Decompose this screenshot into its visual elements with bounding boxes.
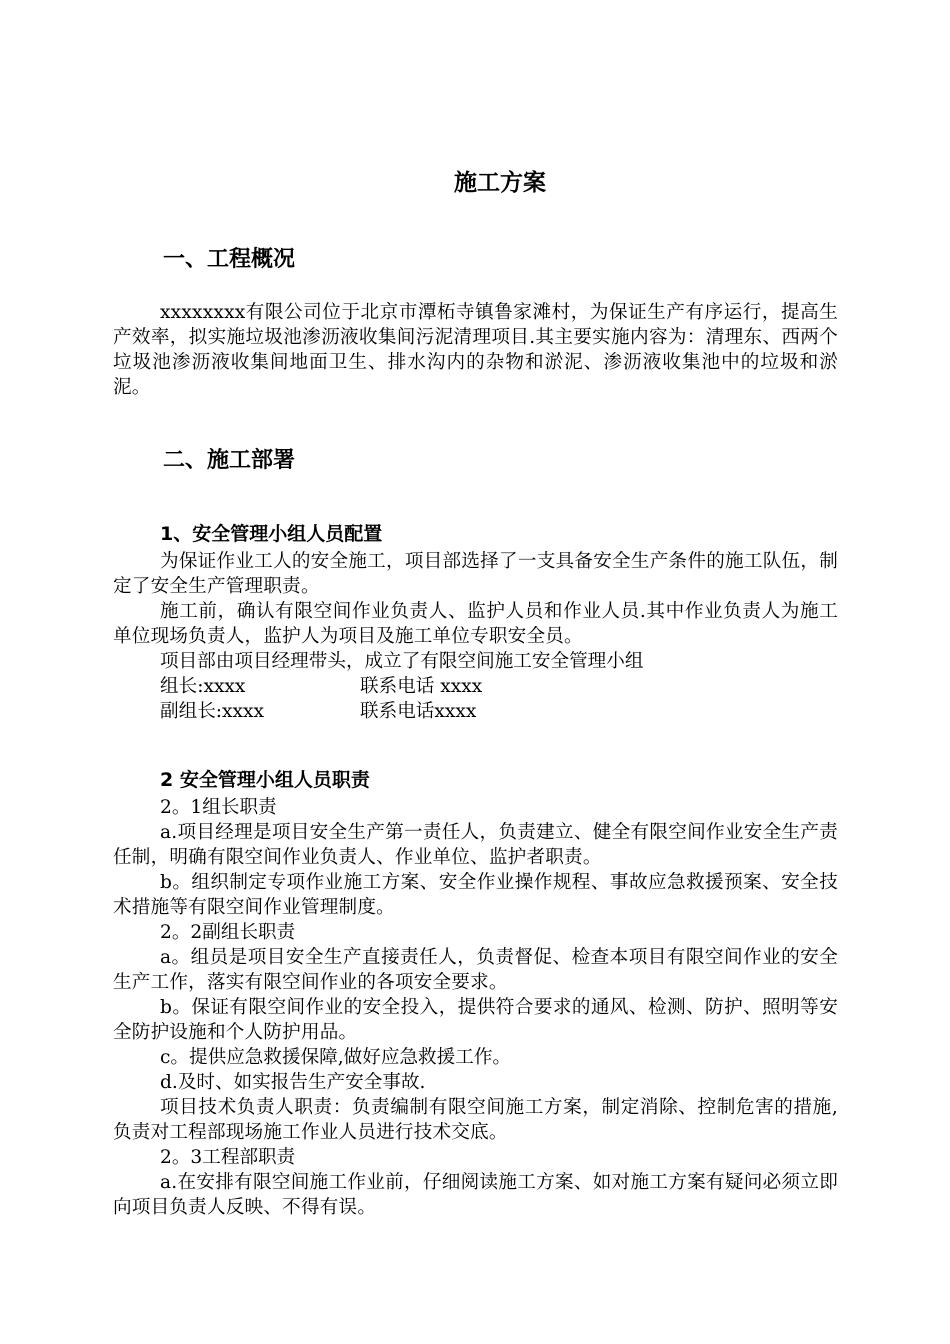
leader-duty-a: a.项目经理是项目安全生产第一责任人，负责建立、健全有限空间作业安全生产责任制，明确有限空间作业负责人、作业单位、监护者职责。	[113, 822, 838, 868]
deputy-phone: 联系电话xxxx	[360, 701, 477, 722]
subsection-heading-duties: 2 安全管理小组人员职责	[160, 769, 370, 791]
subsection-heading-staffing: 1、安全管理小组人员配置	[160, 523, 383, 545]
staffing-paragraph-1: 为保证作业工人的安全施工，项目部选择了一支具备安全生产条件的施工队伍，制定了安全生产管理职责。	[113, 551, 838, 597]
deputy-duty-a: a。组员是项目安全生产直接责任人，负责督促、检查本项目有限空间作业的安全生产工作，落实有限空间作业的各项安全要求。	[113, 947, 838, 993]
deputy-label: 副组长:xxxx	[160, 701, 264, 722]
staffing-paragraph-3: 项目部由项目经理带头，成立了有限空间施工安全管理小组	[160, 651, 644, 672]
deputy-duty-d: d.及时、如实报告生产安全事故.	[160, 1072, 426, 1093]
document-title: 施工方案	[454, 170, 546, 196]
overview-paragraph: xxxxxxxx有限公司位于北京市潭柘寺镇鲁家滩村，为保证生产有序运行，提高生产效率，拟实施垃圾池渗沥液收集间污泥清理项目.其主要实施内容为：清理东、西两个垃圾池渗沥液收集间地面卫生、排水沟内的杂物和淤泥、渗沥液收集池中的垃圾和淤泥。	[113, 302, 838, 398]
tech-lead-duties: 项目技术负责人职责：负责编制有限空间施工方案，制定消除、控制危害的措施,负责对工程部现场施工作业人员进行技术交底。	[113, 1097, 838, 1143]
leader-label: 组长:xxxx	[160, 676, 246, 697]
leader-duties-heading: 2。1组长职责	[160, 797, 277, 818]
leader-duty-b: b。组织制定专项作业施工方案、安全作业操作规程、事故应急救援预案、安全技术措施等有限空间作业管理制度。	[113, 872, 838, 918]
engineering-duty-a: a.在安排有限空间施工作业前，仔细阅读施工方案、如对施工方案有疑问必须立即向项目负责人反映、不得有误。	[113, 1172, 838, 1218]
deputy-duties-heading: 2。2副组长职责	[160, 922, 296, 943]
leader-phone: 联系电话 xxxx	[360, 676, 483, 697]
engineering-duties-heading: 2。3工程部职责	[160, 1147, 296, 1168]
deputy-duty-c: c。提供应急救援保障,做好应急救援工作。	[160, 1047, 512, 1068]
deputy-duty-b: b。保证有限空间作业的安全投入，提供符合要求的通风、检测、防护、照明等安全防护设施和个人防护用品。	[113, 997, 838, 1043]
section-heading-deployment: 二、施工部署	[163, 448, 296, 473]
staffing-paragraph-2: 施工前，确认有限空间作业负责人、监护人员和作业人员.其中作业负责人为施工单位现场负责人，监护人为项目及施工单位专职安全员。	[113, 601, 838, 647]
section-heading-overview: 一、工程概况	[163, 247, 296, 272]
